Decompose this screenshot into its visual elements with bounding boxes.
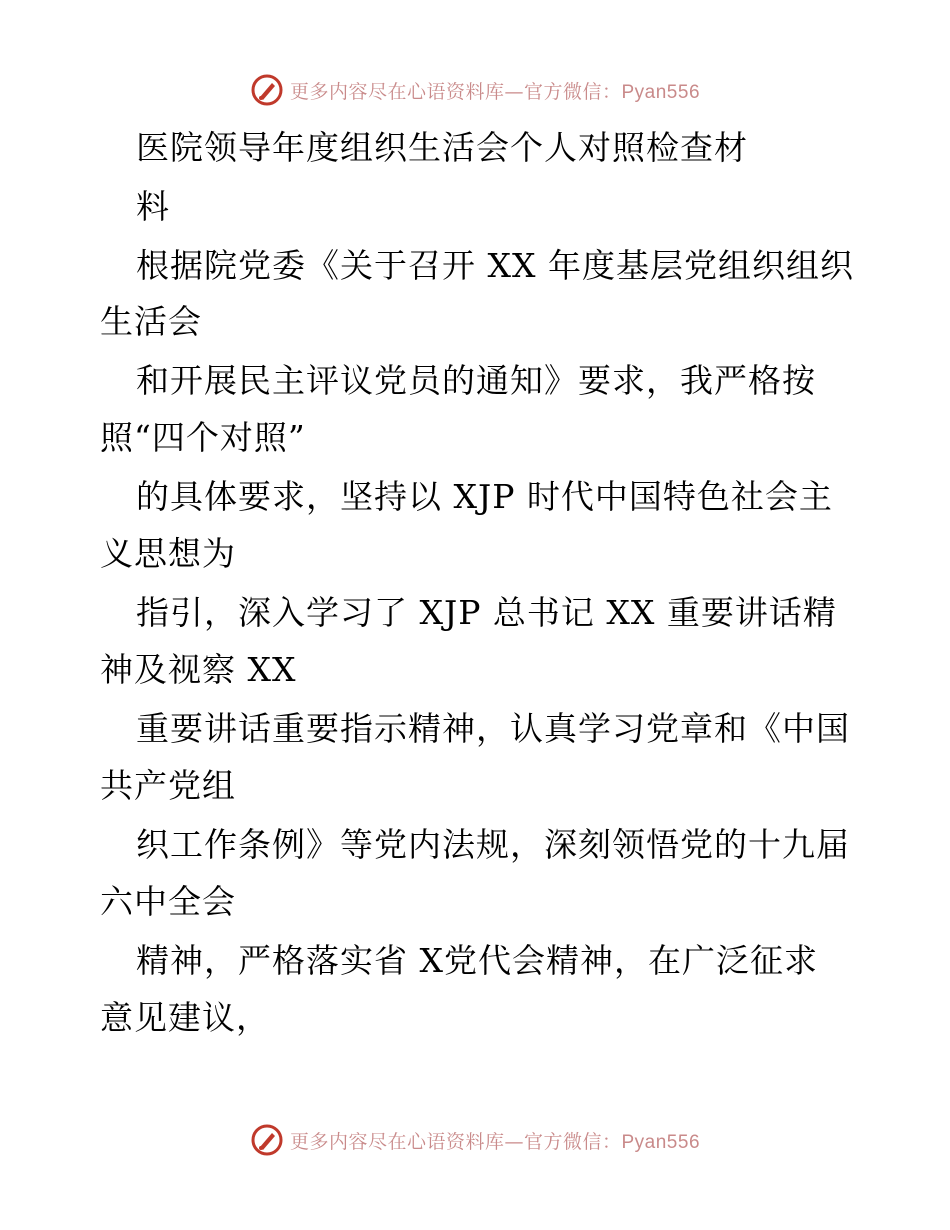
paragraph-line: 精神，严格落实省 X党代会精神，在广泛征求	[136, 941, 818, 980]
paragraph-line: 的具体要求，坚持以 XJP 时代中国特色社会主	[136, 477, 833, 516]
paragraph-line: 根据院党委《关于召开 XX 年度基层党组织组织	[136, 246, 854, 285]
paragraph-line: 照“四个对照”	[100, 418, 306, 457]
watermark-text: 更多内容尽在心语资料库—官方微信：Pyan556	[289, 80, 701, 103]
paragraph-line: 指引，深入学习了 XJP 总书记 XX 重要讲话精	[136, 593, 837, 632]
paragraph-line: 义思想为	[100, 534, 236, 573]
watermark-wechat-id: Pyan556	[621, 81, 701, 103]
paragraph-line: 生活会	[100, 302, 202, 341]
document-title-line-1: 医院领导年度组织生活会个人对照检查材	[136, 128, 748, 167]
paragraph-line: 意见建议，	[100, 998, 270, 1037]
paragraph-line: 重要讲话重要指示精神，认真学习党章和《中国	[136, 709, 850, 748]
paragraph-line: 和开展民主评议党员的通知》要求，我严格按	[136, 361, 816, 400]
document-title-line-2: 料	[136, 187, 170, 226]
paragraph-line: 六中全会	[100, 882, 236, 921]
watermark-wechat-id: Pyan556	[621, 1131, 701, 1153]
watermark-text: 更多内容尽在心语资料库—官方微信：Pyan556	[289, 1130, 701, 1153]
paragraph-line: 神及视察 XX	[100, 650, 297, 689]
paragraph-line: 织工作条例》等党内法规，深刻领悟党的十九届	[136, 825, 850, 864]
footer-watermark	[0, 1120, 950, 1160]
logo-icon	[250, 1123, 284, 1157]
paragraph-line: 共产党组	[100, 766, 236, 805]
